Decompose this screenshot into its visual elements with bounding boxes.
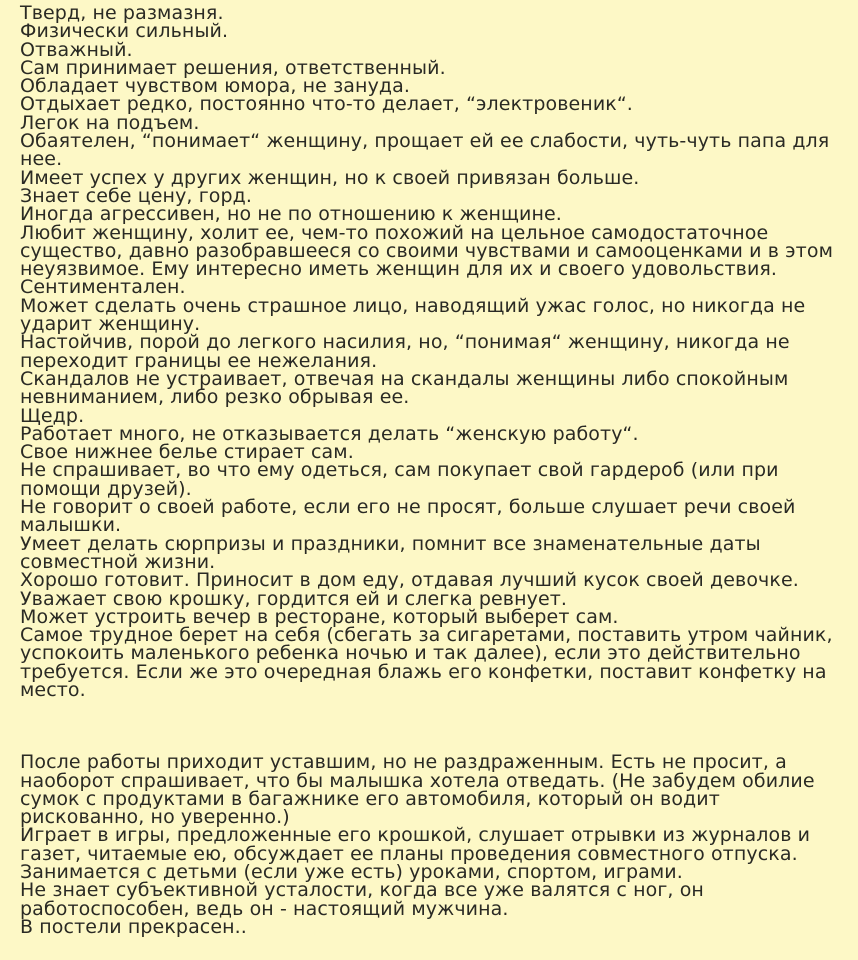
text-line: Может устроить вечер в ресторане, который выберет сам. <box>20 605 619 628</box>
paragraph-after-work <box>20 753 846 936</box>
text-line: Тверд, не размазня. <box>20 2 224 24</box>
text-line: Свое нижнее белье стирает сам. <box>20 441 354 464</box>
text-line: Хорошо готовит. Приносит в дом еду, отдавая лучший кусок своей девочке. <box>20 569 799 592</box>
text-line: Легок на подъем. <box>20 111 200 134</box>
text-line: Сентиментален. <box>20 276 186 299</box>
text-line: Скандалов не устраивает, отвечая на скандалы женщины либо спокойным <box>20 367 789 390</box>
text-line: совместной жизни. <box>20 550 216 573</box>
text-line: Не говорит о своей работе, если его не просят, больше слушает речи своей <box>20 496 796 519</box>
text-line: Не спрашивает, во что ему одеться, сам покупает свой гардероб (или при <box>20 459 779 482</box>
text-line: Обладает чувством юмора, не зануда. <box>20 75 411 98</box>
text-line: малышки. <box>20 514 122 537</box>
text-line: Работает много, не отказывается делать “женскую работу“. <box>20 422 639 445</box>
text-line: газет, читаемые ею, обсуждает ее планы проведения совместного отпуска. <box>20 842 798 865</box>
text-line: Настойчив, порой до легкого насилия, но, “понимая“ женщину, никогда не <box>20 331 790 354</box>
text-line: Щедр. <box>20 404 85 427</box>
text-line: наоборот спрашивает, что бы малышка хотела отведать. (Не забудем обилие <box>20 769 815 792</box>
text-line: Обаятелен, “понимает“ женщину, прощает ей ее слабости, чуть-чуть папа для <box>20 130 830 153</box>
paragraph-qualities <box>20 4 846 699</box>
text-line: рискованно, но уверенно.) <box>20 806 290 829</box>
text-line: Умеет делать сюрпризы и праздники, помнит все знаменательные даты <box>20 532 761 555</box>
text-line: Самое трудное берет на себя (сбегать за сигаретами, поставить утром чайник, <box>20 624 833 647</box>
paragraph-gap <box>20 699 846 753</box>
text-line: В постели прекрасен.. <box>20 915 247 938</box>
text-line: место. <box>20 678 86 701</box>
text-line: неуязвимое. Ему интересно иметь женщин для их и своего удовольствия. <box>20 258 778 281</box>
text-line: Иногда агрессивен, но не по отношению к женщине. <box>20 203 562 226</box>
text-line: ударит женщину. <box>20 313 201 336</box>
text-line: Уважает свою крошку, гордится ей и слегка ревнует. <box>20 587 568 610</box>
text-line: успокоить маленького ребенка ночью и так далее), если это действительно <box>20 642 801 665</box>
text-line: Любит женщину, холит ее, чем-то похожий на цельное самодостаточное <box>20 221 769 244</box>
text-line: Отдыхает редко, постоянно что-то делает, “электровеник“. <box>20 93 633 116</box>
text-line: Отважный. <box>20 38 133 61</box>
text-line: сумок с продуктами в багажнике его автомобиля, который он водит <box>20 787 720 810</box>
text-line: требуется. Если же это очередная блажь его конфетки, поставит конфетку на <box>20 660 827 683</box>
text-line: нее. <box>20 148 63 171</box>
text-line: Знает себе цену, горд. <box>20 184 253 207</box>
text-line: После работы приходит уставшим, но не раздраженным. Есть не просит, а <box>20 751 787 774</box>
text-line: Не знает субъективной усталости, когда все уже валятся с ног, он <box>20 879 704 902</box>
text-line: Физически сильный. <box>20 20 229 43</box>
text-line: работоспособен, ведь он - настоящий мужчина. <box>20 897 509 920</box>
text-line: существо, давно разобравшееся со своими чувствами и самооценками и в этом <box>20 239 833 262</box>
text-line: невниманием, либо резко обрывая ее. <box>20 386 410 409</box>
text-line: Занимается с детьми (если уже есть) уроками, спортом, играми. <box>20 861 683 884</box>
text-line: Играет в игры, предложенные его крошкой, слушает отрывки из журналов и <box>20 824 811 847</box>
text-line: Сам принимает решения, ответственный. <box>20 56 446 79</box>
text-line: Имеет успех у других женщин, но к своей привязан больше. <box>20 166 640 189</box>
text-line: Может сделать очень страшное лицо, наводящий ужас голос, но никогда не <box>20 294 806 317</box>
text-line: помощи друзей). <box>20 477 192 500</box>
text-line: переходит границы ее нежелания. <box>20 349 378 372</box>
